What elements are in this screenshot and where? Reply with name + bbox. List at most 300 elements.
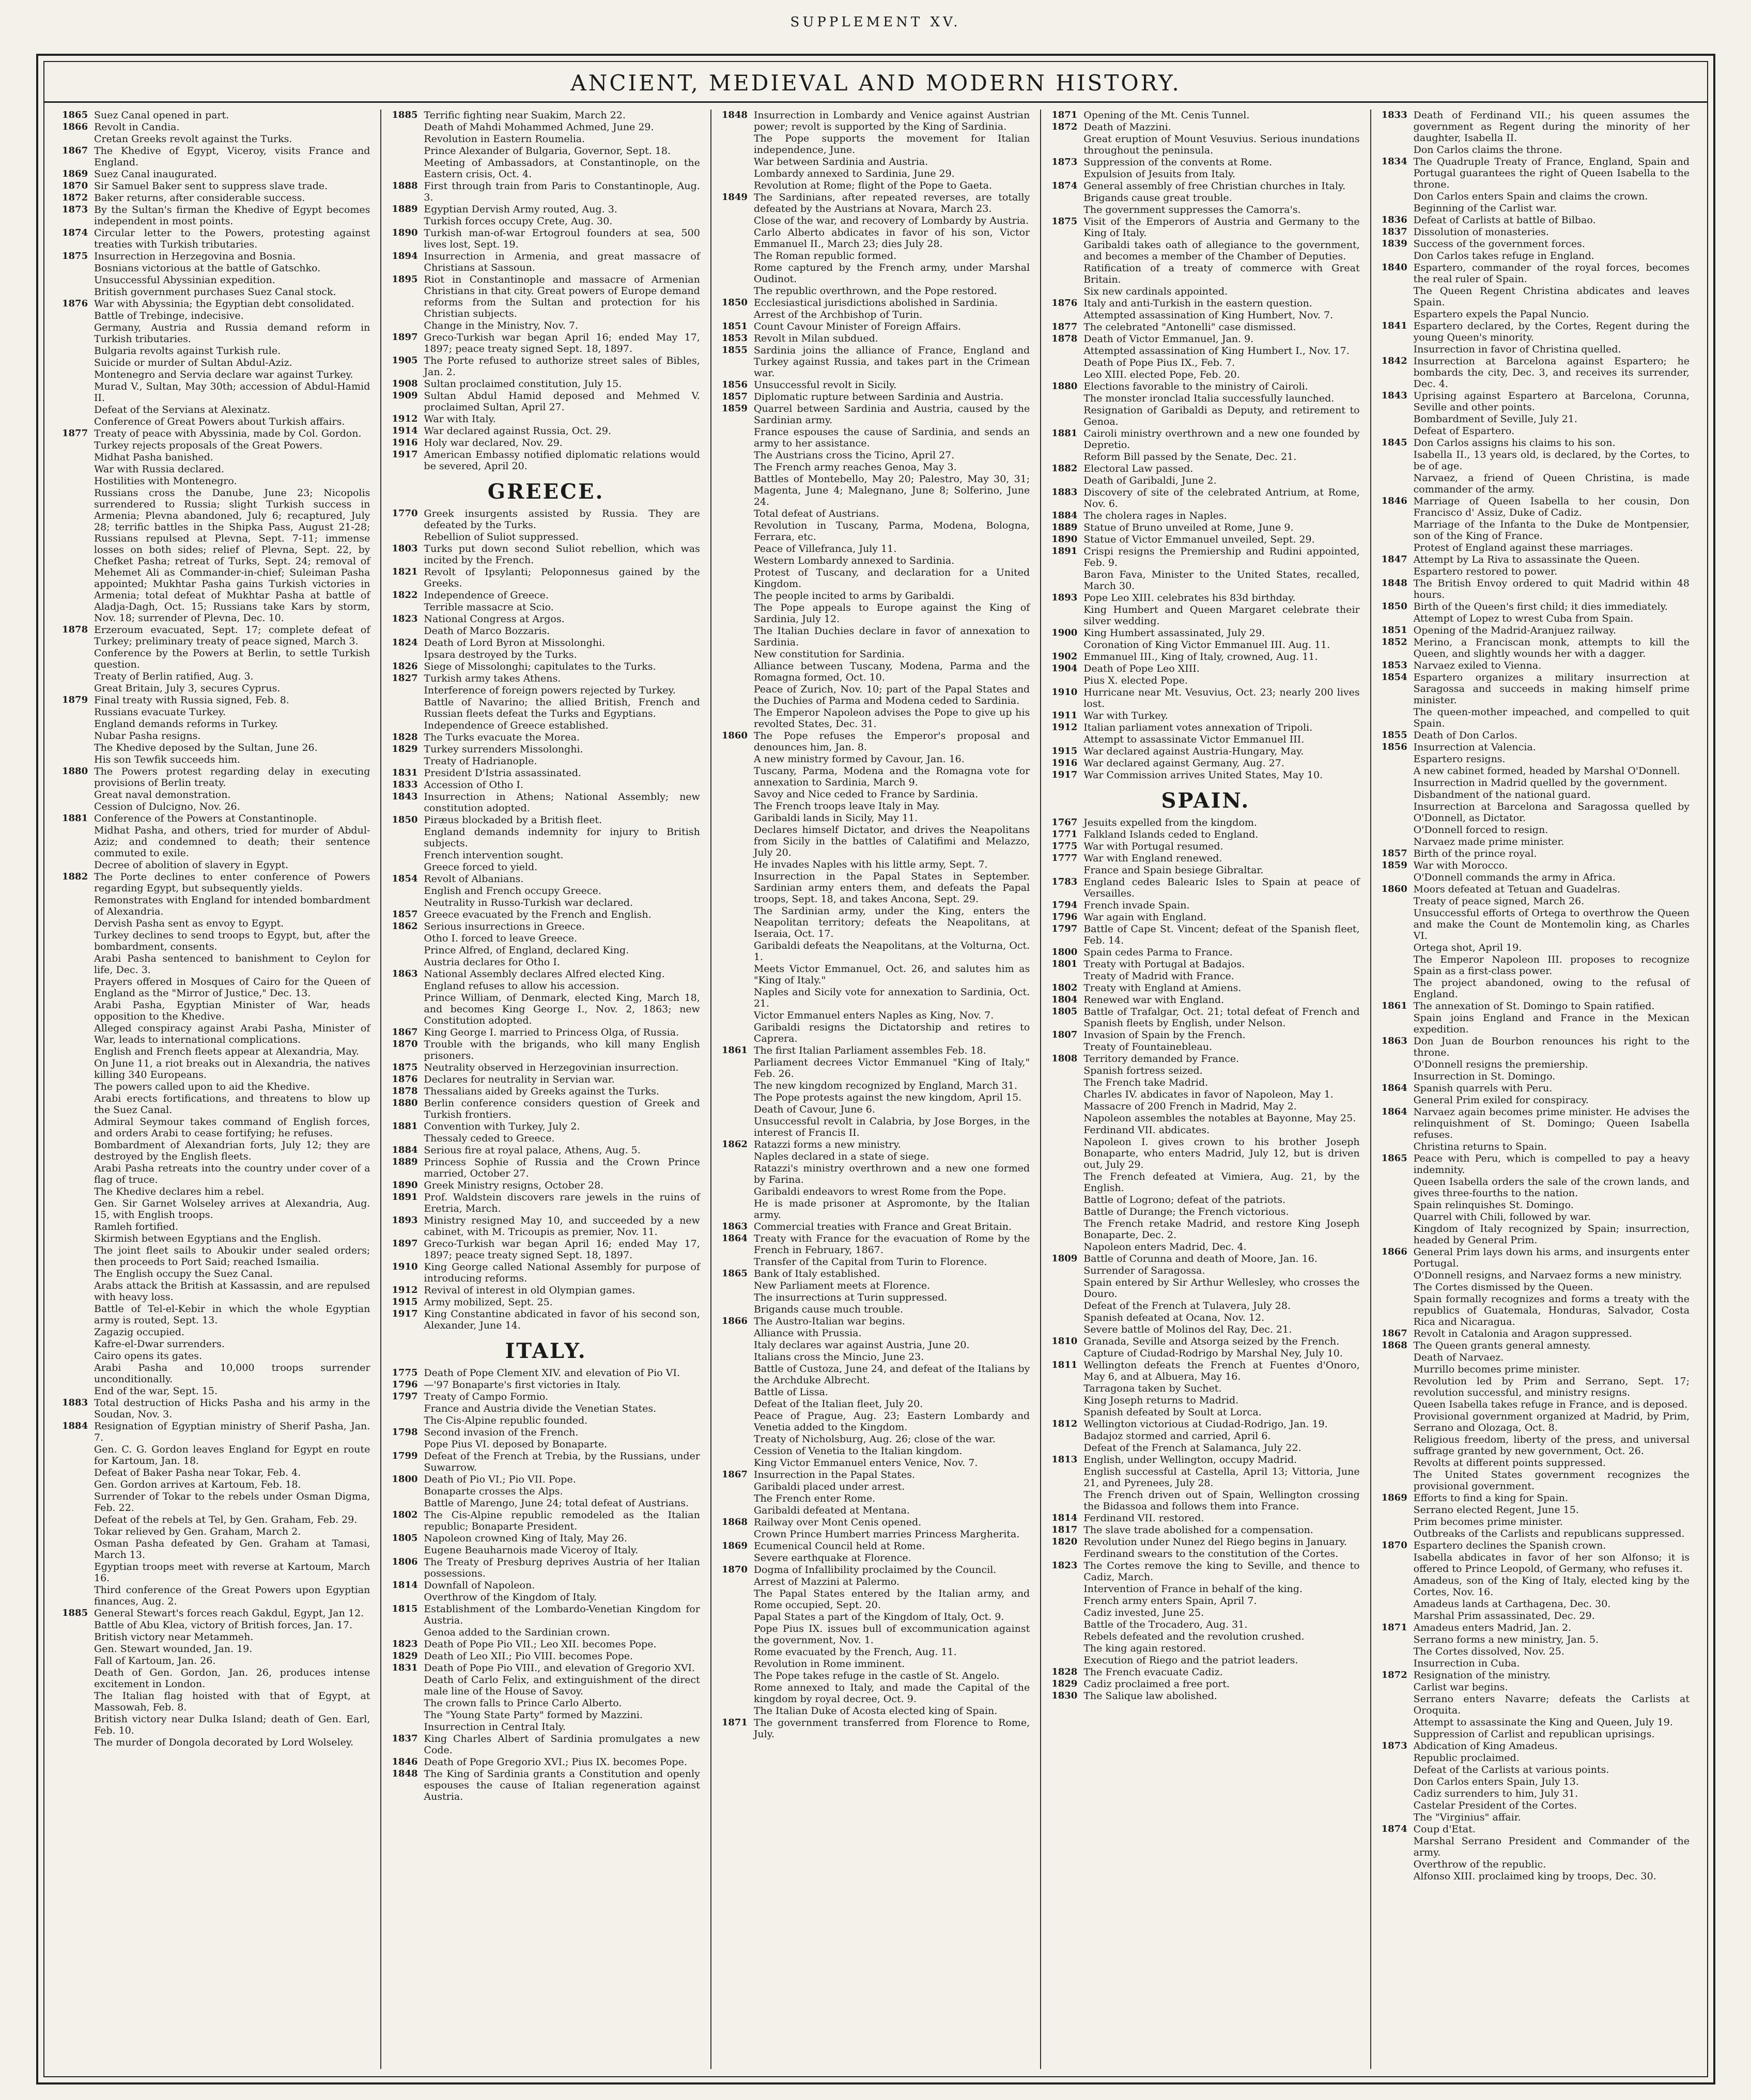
entry-text: Terrific fighting near Suakim, March 22. [424, 110, 626, 121]
entry-year: 1857 [392, 909, 418, 920]
entry-text: Thessalians aided by Greeks against the Turks. [424, 1086, 659, 1097]
entry-year: 1866 [721, 1316, 748, 1326]
history-entry [1051, 192, 1359, 204]
history-entry [392, 1697, 700, 1709]
history-entry [62, 1139, 370, 1162]
history-entry [62, 452, 370, 463]
entry-text: Attempted assassination of King Humbert I., Nov. 17. [1083, 345, 1350, 357]
entry-year: 1915 [1051, 746, 1078, 756]
history-entry [392, 1439, 700, 1450]
entry-text: Garibaldi resigns the Dictatorship and retires to Caprera. [753, 1022, 1030, 1044]
history-entry [392, 1391, 700, 1402]
entry-year: 1806 [392, 1556, 418, 1567]
entry-year: 1869 [1381, 1492, 1407, 1503]
history-entry [62, 1690, 370, 1713]
entry-year [62, 1023, 94, 1045]
entry-text: Naples declared in a state of siege. [753, 1151, 929, 1162]
entry-year: 1862 [392, 921, 418, 932]
entry-year [722, 1433, 754, 1445]
entry-text: Establishment of the Lombardo-Venetian Kingdom for Austria. [424, 1603, 700, 1626]
entry-text: Defeat of the French at Tulavera, July 28. [1083, 1300, 1291, 1311]
history-entry [1051, 1489, 1359, 1512]
entry-text: Pope Pius IX. issues bull of excommunication against the government, Nov. 1. [753, 1623, 1030, 1646]
history-entry [392, 980, 700, 992]
entry-text: Genoa added to the Sardinian crown. [424, 1627, 610, 1638]
entry-text: War declared against Germany, Aug. 27. [1083, 758, 1284, 769]
entry-text: The Queen grants general amnesty. [1413, 1340, 1591, 1351]
history-entry [1051, 1300, 1359, 1311]
entry-year: 1894 [392, 251, 418, 261]
history-entry [1382, 1141, 1690, 1152]
entry-year [1051, 1607, 1083, 1618]
entry-text: Narvaez made prime minister. [1413, 836, 1564, 847]
entry-text: Conference of the Powers at Constantinople. [94, 813, 317, 824]
history-entry [1051, 1194, 1359, 1206]
entry-year: 1881 [392, 1121, 418, 1132]
history-entry [1382, 1036, 1690, 1058]
entry-year [62, 1303, 94, 1326]
entry-text: Treaty of Nicholsburg, Aug. 26; close of the war. [753, 1433, 996, 1445]
history-entry [392, 1086, 700, 1097]
history-entry [1382, 1871, 1690, 1882]
entry-year [392, 685, 424, 696]
entry-text: Insurrection in St. Domingo. [1413, 1071, 1556, 1082]
history-entry [1382, 1728, 1690, 1740]
entry-year: 1814 [392, 1580, 418, 1591]
entry-text: Treaty with France for the evacuation of Rome by the French in February, 1867. [753, 1233, 1030, 1256]
history-entry [1051, 1678, 1359, 1690]
history-entry [1051, 769, 1359, 781]
history-entry [392, 885, 700, 897]
entry-year: 1800 [392, 1474, 418, 1485]
entry-text: Peace of Villefranca, July 11. [753, 543, 897, 554]
history-entry [722, 1576, 1030, 1587]
entry-year [722, 1398, 754, 1410]
entry-year [722, 602, 754, 625]
entry-text: Bombardment of Alexandrian forts, July 12; they are destroyed by the English fleets. [94, 1139, 370, 1162]
entry-text: Greco-Turkish war began April 16; ended May 17, 1897; peace treaty signed Sept. 18, 1897. [424, 332, 700, 354]
entry-year: 1877 [62, 428, 88, 439]
history-entry [722, 426, 1030, 449]
history-entry [392, 897, 700, 908]
entry-year [392, 1545, 424, 1556]
entry-text: War with Abyssinia; the Egyptian debt consolidated. [94, 298, 354, 310]
entry-text: Insurrection in the Papal States. [753, 1469, 916, 1480]
entry-text: Count Cavour Minister of Foreign Affairs. [753, 321, 962, 332]
history-entry [1051, 1631, 1359, 1642]
entry-text: O'Donnell forced to resign. [1413, 824, 1548, 836]
history-entry [392, 1379, 700, 1391]
history-entry [722, 648, 1030, 660]
entry-year [62, 1538, 94, 1561]
entry-text: Death of Cavour, June 6. [753, 1104, 875, 1115]
entry-text: A new cabinet formed, headed by Marshal O'Donnell. [1413, 765, 1680, 777]
entry-text: Rome evacuated by the French, Aug. 11. [753, 1646, 957, 1658]
history-entry [62, 1280, 370, 1303]
history-entry [1051, 1077, 1359, 1088]
history-entry [1382, 730, 1690, 741]
entry-year: 1875 [1051, 216, 1078, 227]
supplement-header: SUPPLEMENT XV. [790, 14, 961, 30]
history-entry [1051, 663, 1359, 674]
entry-text: General Prim lays down his arms, and insurgents enter Portugal. [1413, 1246, 1690, 1269]
history-entry [392, 767, 700, 779]
entry-text: The Cis-Alpine republic founded. [424, 1415, 588, 1426]
entry-year [1051, 1241, 1083, 1253]
history-entry [1382, 1658, 1690, 1669]
entry-text: Dogma of Infallibility proclaimed by the Council. [753, 1564, 997, 1576]
entry-text: King Constantine abdicated in favor of his second son, Alexander, June 14. [424, 1308, 700, 1331]
history-entry [62, 310, 370, 321]
entry-year [62, 1139, 94, 1162]
history-entry [1051, 1029, 1359, 1041]
history-entry [62, 930, 370, 952]
history-entry [722, 508, 1030, 519]
entry-text: Prim becomes prime minister. [1413, 1516, 1563, 1527]
entry-year [62, 1667, 94, 1690]
history-entry [1382, 1071, 1690, 1082]
entry-text: Brigands cause great trouble. [1083, 192, 1232, 204]
entry-text: Death of Pio VI.; Pio VII. Pope. [424, 1474, 576, 1485]
entry-year: 1810 [1051, 1336, 1078, 1347]
entry-year: 1847 [1381, 554, 1407, 565]
history-entry [1382, 250, 1690, 261]
entry-text: Disbandment of the national guard. [1413, 789, 1591, 800]
entry-year: 1902 [1051, 651, 1078, 662]
history-entry [1051, 1053, 1359, 1064]
history-entry [722, 1351, 1030, 1363]
entry-year [1382, 1223, 1414, 1246]
history-entry [1051, 262, 1359, 285]
entry-text: Revival of interest in old Olympian games. [424, 1285, 636, 1296]
entry-text: Cadiz invested, June 25. [1083, 1607, 1204, 1618]
entry-year: 1837 [392, 1733, 418, 1744]
entry-text: Efforts to find a king for Spain. [1413, 1492, 1569, 1504]
history-entry [392, 1145, 700, 1156]
column [1041, 110, 1371, 2069]
entry-text: Revolution at Rome; flight of the Pope to Gaeta. [753, 180, 992, 191]
entry-year: 1883 [1051, 487, 1078, 498]
entry-text: Treaty of Hadrianople. [424, 755, 537, 767]
entry-year [392, 625, 424, 637]
history-entry [392, 637, 700, 648]
entry-text: The Cortes dismissed by the Queen. [1413, 1281, 1593, 1293]
entry-year [1382, 344, 1414, 355]
entry-year [62, 1326, 94, 1338]
entry-year: 1864 [1381, 1083, 1407, 1093]
history-entry [62, 1655, 370, 1666]
history-entry [62, 754, 370, 765]
entry-text: The Quadruple Treaty of France, England, Spain and Portugal guarantees the right of Queen Isabella to the throne. [1413, 156, 1690, 190]
entry-year: 1855 [721, 345, 748, 356]
entry-text: By the Sultan's firman the Khedive of Egypt becomes independent in most points. [94, 204, 370, 227]
history-entry [1051, 982, 1359, 994]
entry-year [62, 345, 94, 357]
entry-year [392, 861, 424, 873]
entry-text: The Porte declines to enter conference of Powers regarding Egypt, but subsequently yields. [94, 871, 370, 894]
entry-text: National Congress at Argos. [424, 613, 565, 625]
history-entry [722, 1010, 1030, 1021]
entry-text: The Italian Duchies declare in favor of annexation to Sardinia. [753, 625, 1030, 648]
entry-year [62, 953, 94, 976]
entry-text: Defeat of the rebels at Tel, by Gen. Graham, Feb. 29. [94, 1514, 358, 1525]
history-entry [392, 1180, 700, 1191]
history-entry [392, 1721, 700, 1733]
history-entry [62, 487, 370, 624]
history-entry [1382, 1800, 1690, 1811]
entry-text: Battle of Tel-el-Kebir in which the whole Egyptian army is routed, Sept. 13. [94, 1303, 370, 1326]
history-entry [1051, 180, 1359, 192]
history-entry [62, 369, 370, 380]
entry-year [722, 1481, 754, 1492]
entry-text: Garibaldi lands in Sicily, May 11. [753, 812, 918, 824]
entry-text: Death of Carlo Felix, and extinguishment of the direct male line of the House of Savoy. [424, 1674, 700, 1697]
entry-text: Serrano forms a new ministry, Jan. 5. [1413, 1634, 1599, 1645]
history-entry [1382, 1575, 1690, 1598]
history-entry [392, 1545, 700, 1556]
history-entry [1382, 1492, 1690, 1504]
entry-year [722, 567, 754, 590]
entry-text: —'97 Bonaparte's first victories in Italy. [424, 1379, 621, 1391]
entry-year [1382, 706, 1414, 729]
history-entry [1051, 1206, 1359, 1217]
entry-year: 1870 [392, 1039, 418, 1049]
history-entry [722, 192, 1030, 214]
entry-year [392, 1439, 424, 1450]
entry-year: 1846 [392, 1756, 418, 1767]
entry-year [722, 168, 754, 179]
entry-year: 1912 [392, 1285, 418, 1295]
entry-text: The powers called upon to aid the Khedive. [94, 1081, 310, 1092]
entry-year: 1831 [392, 767, 418, 778]
entry-year [1051, 1348, 1083, 1359]
entry-year: 1880 [392, 1098, 418, 1108]
entry-text: Don Carlos enters Spain, July 13. [1413, 1776, 1579, 1787]
entry-text: Ramleh fortified. [94, 1221, 179, 1232]
entry-year [62, 754, 94, 765]
entry-text: Spanish fortress seized. [1083, 1065, 1203, 1076]
entry-text: Turks put down second Suliot rebellion, which was incited by the French. [424, 543, 700, 566]
history-entry [1382, 437, 1690, 449]
history-entry [1051, 1536, 1359, 1548]
entry-year [722, 1010, 754, 1021]
entry-year [62, 286, 94, 298]
entry-year: 1874 [62, 227, 88, 238]
history-entry [62, 1631, 370, 1643]
entry-text: Attempt by La Riva to assassinate the Queen. [1413, 554, 1640, 565]
history-entry [1382, 1693, 1690, 1716]
entry-text: Treaty of Madrid with France. [1083, 970, 1234, 982]
history-entry [392, 649, 700, 660]
entry-text: England refuses to allow his accession. [424, 980, 619, 992]
entry-text: Siege of Missolonghi; capitulates to the Turks. [424, 661, 656, 672]
history-entry [722, 1163, 1030, 1185]
entry-text: Murrillo becomes prime minister. [1413, 1364, 1580, 1375]
entry-text: Conference of Great Powers about Turkish affairs. [94, 416, 345, 427]
history-entry [1382, 1223, 1690, 1246]
entry-year [722, 473, 754, 507]
history-entry [392, 1296, 700, 1308]
history-entry [722, 1256, 1030, 1268]
entry-text: General Stewart's forces reach Gakdul, Egypt, Jan 12. [94, 1608, 364, 1619]
entry-year [722, 1646, 754, 1658]
entry-text: Six new cardinals appointed. [1083, 286, 1228, 297]
entry-year [722, 765, 754, 788]
entry-text: Turkish forces occupy Crete, Aug. 30. [424, 215, 613, 227]
history-entry [1382, 344, 1690, 355]
history-entry [1382, 1399, 1690, 1410]
entry-text: Rebels defeated and the revolution crushed. [1083, 1631, 1305, 1642]
history-entry [1051, 1006, 1359, 1029]
entry-year: 1845 [1381, 437, 1407, 448]
entry-year: 1874 [1051, 180, 1078, 191]
section-heading: ITALY. [505, 1339, 587, 1363]
entry-text: Turkey declines to send troops to Egypt, but, after the bombardment, consents. [94, 930, 370, 952]
history-entry [1382, 566, 1690, 577]
entry-year: 1860 [721, 730, 748, 741]
entry-text: The Papal States entered by the Italian army, and Rome occupied, Sept. 20. [753, 1588, 1030, 1611]
entry-year [1382, 1457, 1414, 1469]
history-entry [62, 1116, 370, 1139]
entry-year [1051, 1312, 1083, 1323]
history-entry [392, 1639, 700, 1650]
entry-year: 1917 [1051, 769, 1078, 780]
history-entry [1051, 746, 1359, 757]
entry-year: 1890 [1051, 534, 1078, 545]
history-entry [722, 1493, 1030, 1504]
entry-year [1382, 1071, 1414, 1082]
history-entry [392, 251, 700, 273]
history-entry [62, 1233, 370, 1244]
entry-year [1382, 1646, 1414, 1657]
history-entry [1051, 1430, 1359, 1442]
entry-year: 1775 [392, 1367, 418, 1378]
history-entry [62, 192, 370, 204]
history-entry [1382, 1824, 1690, 1835]
entry-text: Reform Bill passed by the Senate, Dec. 21. [1083, 451, 1297, 462]
entry-text: Insurrection in Athens; National Assembly; new constitution adopted. [424, 791, 700, 814]
history-entry [392, 1768, 700, 1802]
history-entry [1051, 1324, 1359, 1335]
entry-text: Cession of Venetia to the Italian kingdom. [753, 1445, 963, 1457]
entry-text: Attempt of Lopez to wrest Cuba from Spain. [1413, 613, 1634, 624]
entry-text: Commercial treaties with France and Great Britain. [753, 1221, 1012, 1232]
entry-text: Russians cross the Danube, June 23; Nicopolis surrendered to Russia; slight Turkish success in Armenia; Plevna abandoned, July 6; recaptured, July 28; terrific battles in the Shipka Pass, August 21-28; Russians repulsed at Plevna, Sept. 7-11; immense losses on both sides; relief of Plevna, Sept. 22, by Chefket Pasha; retreat of Turks, Sept. 24; removal of Mehemet Ali as Commander-in-chief; Suleiman Pasha appointed; Mukhtar Pasha gains Turkish victories in Armenia; total defeat of Mukhtar Pasha at battle of Aladja-Dagh, Oct. 15; Russians take Kars by storm, Nov. 18; surrender of Plevna, Dec. 10. [94, 487, 370, 624]
entry-text: Invasion of Spain by the French. [1083, 1029, 1246, 1041]
history-entry [722, 1186, 1030, 1197]
history-entry [62, 1479, 370, 1490]
entry-text: Suicide or murder of Sultan Abdul-Aziz. [94, 357, 292, 368]
history-entry [722, 1517, 1030, 1528]
entry-year: 1829 [392, 744, 418, 754]
entry-text: Revolution in Eastern Roumelia. [424, 133, 585, 145]
history-entry [722, 1104, 1030, 1115]
history-entry [392, 378, 700, 390]
entry-year [722, 859, 754, 870]
entry-text: Ratazzi forms a new ministry. [753, 1139, 901, 1150]
history-entry [1051, 592, 1359, 604]
entry-text: Queen Isabella takes refuge in France, and is deposed. [1413, 1399, 1688, 1410]
entry-text: Surrender of Saragossa. [1083, 1265, 1205, 1276]
entry-text: The "Virginius" affair. [1413, 1812, 1521, 1823]
history-entry [392, 1403, 700, 1414]
entry-year [722, 450, 754, 461]
entry-year [1382, 308, 1414, 320]
history-entry [62, 671, 370, 682]
entry-text: Bank of Italy established. [753, 1268, 880, 1279]
entry-year [1382, 613, 1414, 624]
history-entry [1051, 829, 1359, 840]
history-entry [1051, 817, 1359, 828]
entry-year: 1905 [392, 355, 418, 366]
entry-text: Revolution led by Prim and Serrano, Sept. 17; revolution successful, and ministry resigns. [1413, 1376, 1690, 1398]
entry-year: 1767 [1051, 817, 1078, 828]
entry-year: 1876 [1051, 298, 1078, 308]
history-entry [1051, 734, 1359, 745]
entry-year [62, 452, 94, 463]
history-entry [1051, 1643, 1359, 1654]
history-entry [62, 1338, 370, 1350]
entry-text: First through train from Paris to Constantinople, Aug. 3. [424, 180, 700, 203]
entry-text: Turkey rejects proposals of the Great Powers. [94, 440, 323, 451]
entry-text: Sardinia joins the alliance of France, England and Turkey against Russia, and takes part in the Crimean war. [753, 345, 1030, 379]
entry-year [392, 1497, 424, 1509]
entry-year [62, 1163, 94, 1185]
history-entry [392, 1156, 700, 1179]
entry-year: 1796 [1051, 912, 1078, 922]
entry-text: Ratazzi's ministry overthrown and a new one formed by Farina. [753, 1163, 1030, 1185]
entry-text: Wellington defeats the French at Fuentes d'Onoro, May 6, and at Albuera, May 16. [1083, 1360, 1360, 1382]
entry-text: War declared against Russia, Oct. 29. [424, 425, 611, 437]
entry-text: Pope Leo XIII. celebrates his 83d birthday. [1083, 592, 1296, 604]
entry-year: 1873 [1051, 157, 1078, 167]
entry-text: Quarrel between Sardinia and Austria, caused by the Sardinian army. [753, 403, 1030, 426]
entry-year: 1860 [1381, 884, 1407, 894]
entry-text: Insurrection in the Papal States in September. Sardinian army enters them, and defeats the Papal troops, Sept. 18, and takes Ancona, Sept. 29. [753, 871, 1030, 905]
history-entry [1051, 121, 1359, 133]
entry-year [1382, 250, 1414, 261]
entry-year [722, 940, 754, 963]
history-entry [392, 413, 700, 425]
entry-year [1051, 1466, 1083, 1489]
history-entry [722, 1623, 1030, 1646]
entry-year [62, 369, 94, 380]
entry-text: Bulgaria revolts against Turkish rule. [94, 345, 281, 357]
history-entry [1051, 157, 1359, 168]
history-entry [1051, 405, 1359, 427]
entry-year [1051, 1101, 1083, 1112]
entry-text: Bombardment of Seville, July 21. [1413, 413, 1577, 425]
history-entry [1382, 1083, 1690, 1094]
entry-text: Sultan proclaimed constitution, July 15. [424, 378, 622, 390]
entry-year: 1808 [1051, 1053, 1078, 1064]
entry-year [62, 381, 94, 404]
entry-text: Neutrality in Russo-Turkish war declared. [424, 897, 633, 908]
entry-year: 1837 [1381, 226, 1407, 237]
entry-year [392, 720, 424, 731]
history-entry [392, 1062, 700, 1073]
history-entry [722, 1233, 1030, 1256]
history-entry [392, 1238, 700, 1261]
entry-text: Independence of Greece established. [424, 720, 609, 731]
history-entry [722, 871, 1030, 905]
entry-year: 1866 [62, 121, 88, 132]
entry-text: Turkish man-of-war Ertogroul founders at sea, 500 lives lost, Sept. 19. [424, 227, 700, 250]
entry-year: 1794 [1051, 900, 1078, 910]
history-entry [1382, 262, 1690, 285]
history-entry [392, 425, 700, 437]
entry-text: Hostilities with Montenegro. [94, 475, 237, 487]
